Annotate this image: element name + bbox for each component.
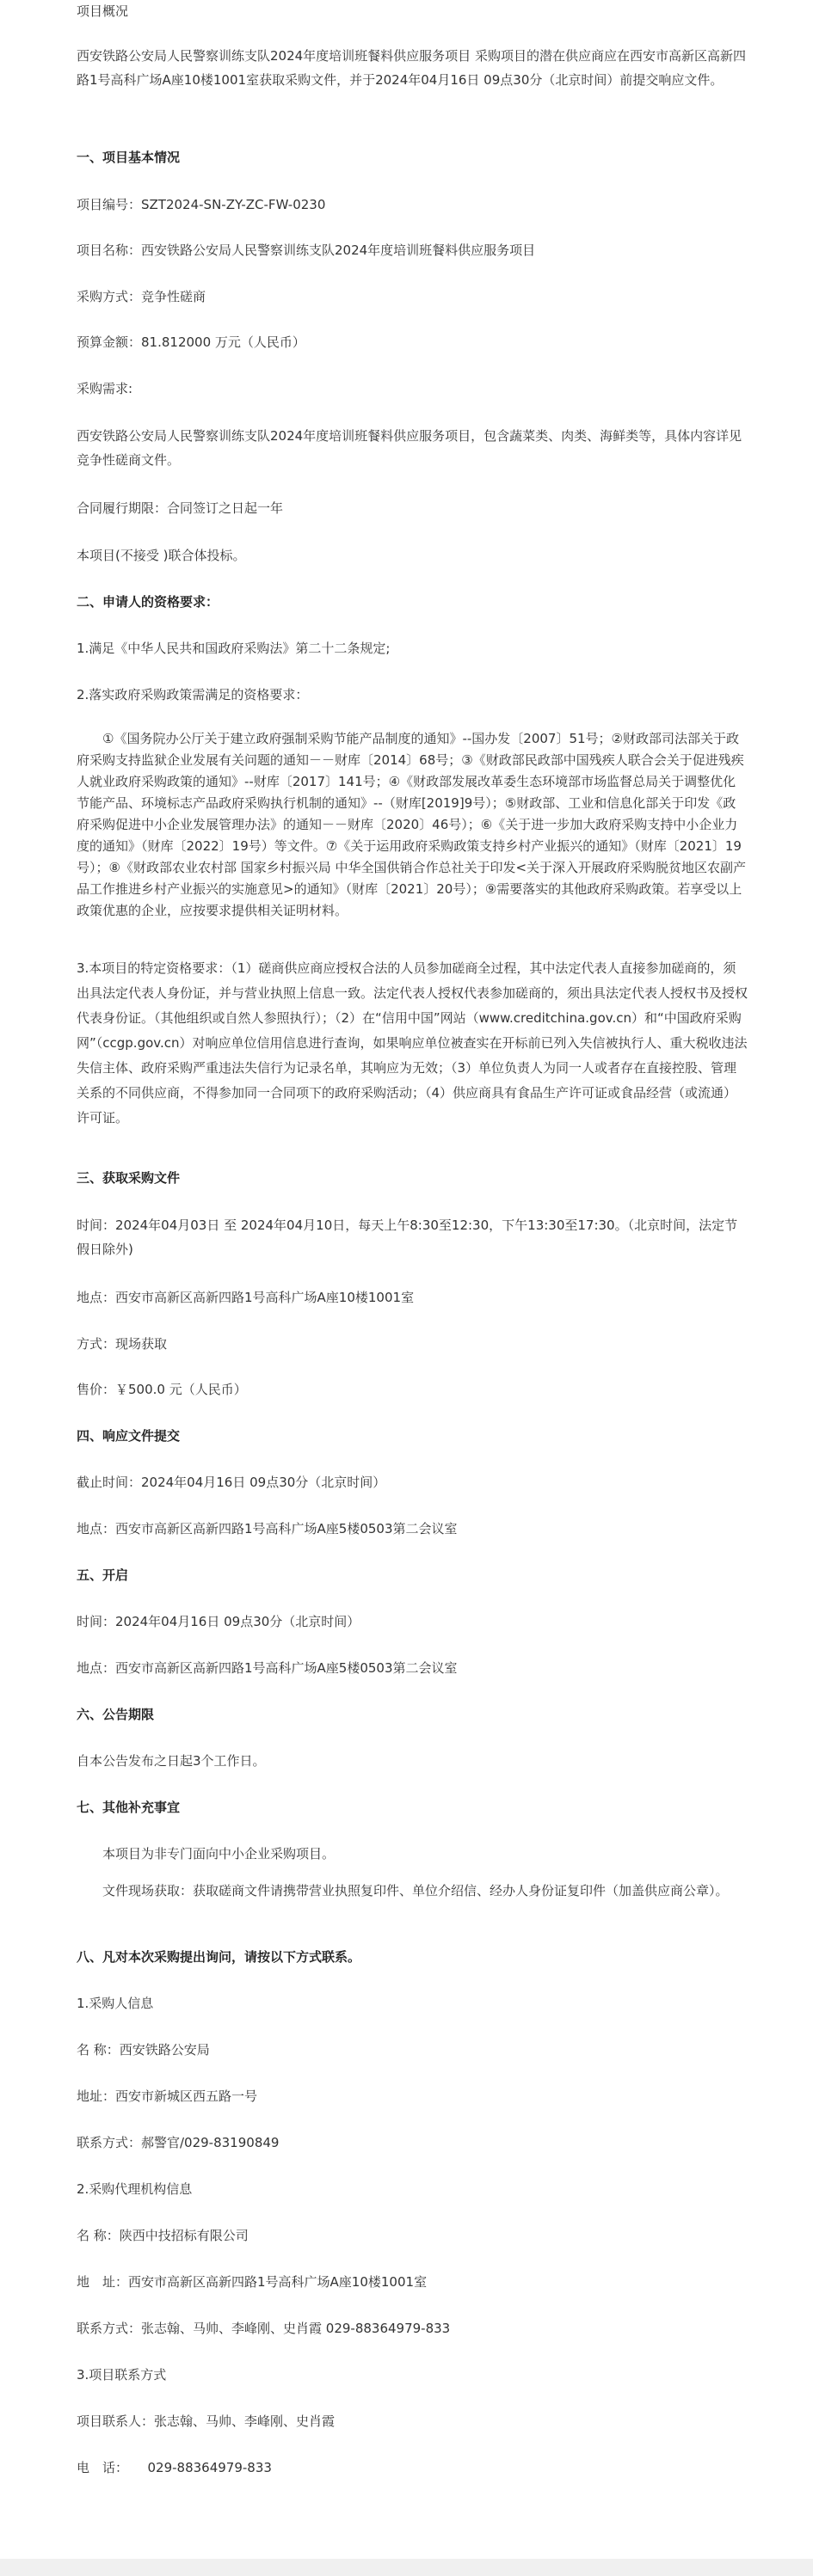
opening-place: 地点：西安市高新区高新四路1号高科广场A座5楼0503第二会议室: [77, 1660, 458, 1676]
supplement-note-1: 本项目为非专门面向中小企业采购项目。: [102, 1846, 336, 1861]
section-4-heading: 四、响应文件提交: [77, 1428, 181, 1444]
agency-name: 名 称：陕西中技招标有限公司: [77, 2228, 249, 2243]
purchaser-contact: 联系方式：郝警官/029-83190849: [77, 2135, 280, 2150]
requirement-2: 2.落实政府采购政策需满足的资格要求：: [77, 687, 309, 702]
announcement-period: 自本公告发布之日起3个工作日。: [77, 1753, 266, 1769]
obtain-place: 地点：西安市高新区高新四路1号高科广场A座10楼1001室: [77, 1290, 415, 1305]
section-2-heading: 二、申请人的资格要求：: [77, 594, 219, 610]
purchaser-name: 名 称：西安铁路公安局: [77, 2042, 210, 2058]
submission-deadline: 截止时间：2024年04月16日 09点30分（北京时间）: [77, 1475, 386, 1490]
project-name: 项目名称：西安铁路公安局人民警察训练支队2024年度培训班餐料供应服务项目: [77, 242, 536, 258]
procurement-needs-label: 采购需求:: [77, 381, 133, 396]
page-bottom-strip: [0, 2559, 813, 2576]
agency-contact: 联系方式：张志翰、马帅、李峰刚、史肖霞 029-88364979-833: [77, 2321, 451, 2336]
project-contact-phone: 电 话： 029-88364979-833: [77, 2460, 272, 2475]
obtain-way: 方式：现场获取: [77, 1336, 168, 1352]
section-5-heading: 五、开启: [77, 1567, 129, 1583]
project-contact-label: 3.项目联系方式: [77, 2367, 167, 2383]
consortium-note: 本项目(不接受 )联合体投标。: [77, 548, 246, 563]
section-6-heading: 六、公告期限: [77, 1707, 155, 1722]
policy-list: ①《国务院办公厅关于建立政府强制采购节能产品制度的通知》--国办发〔2007〕51号；②财政部司法部关于政府采购支持监狱企业发展有关问题的通知－－财库〔2014〕68号；③《财政部民政部中国残疾人联合会关于促进残疾人就业政府采购政策的通知》--财库〔2017〕141号；④《财政部发展改革委生态环境部市场监督总局关于调整优化节能产品、环境标志产品政府采购执行机制的通知》--（财库[2019]9号）；⑤财政部、工业和信息化部关于印发《政府采购促进中小企业发展管理办法》的通知－－财库〔2020〕46号）；⑥《关于进一步加大政府采购支持中小企业力度的通知》（财库〔2022〕19号）等文件。⑦《关于运用政府采购政策支持乡村产业振兴的通知》（财库〔2021〕19 号）；⑧《财政部农业农村部 国家乡村振兴局 中华全国供销合作总社关于印发<关于深入开展政府采购脱贫地区农副产品工作推进乡村产业振兴的实施意见>的通知》（财库〔2021〕20号）；⑨需要落实的其他政府采购政策。若享受以上政策优惠的企业，应按要求提供相关证明材料。: [77, 731, 747, 918]
overview-label: 项目概况: [77, 3, 129, 19]
procurement-method: 采购方式：竞争性磋商: [77, 289, 206, 304]
section-3-heading: 三、获取采购文件: [77, 1170, 181, 1186]
project-number: 项目编号：SZT2024-SN-ZY-ZC-FW-0230: [77, 197, 326, 212]
document-price: 售价：￥500.0 元（人民币）: [77, 1382, 247, 1397]
requirement-3: 3.本项目的特定资格要求：（1）磋商供应商应授权合法的人员参加磋商全过程，其中法定代表人直接参加磋商的，须出具法定代表人身份证，并与营业执照上信息一致。法定代表人授权代表参加磋商的，须出具法定代表人授权书及授权代表身份证。（其他组织或自然人参照执行）；（2）在“信用中国”网站（www.creditchina.gov.cn）和“中国政府采购网”（ccgp.gov.cn）对响应单位信用信息进行查询，如果响应单位被查实在开标前已列入失信被执行人、重大税收违法失信主体、政府采购严重违法失信行为记录名单，其响应为无效；（3）单位负责人为同一人或者存在直接控股、管理关系的不同供应商，不得参加同一合同项下的政府采购活动；（4）供应商具有食品生产许可证或食品经营（或流通）许可证。: [77, 960, 748, 1125]
supplement-note-2: 文件现场获取：获取磋商文件请携带营业执照复印件、单位介绍信、经办人身份证复印件（加盖供应商公章）。: [102, 1883, 729, 1898]
section-7-heading: 七、其他补充事宜: [77, 1800, 181, 1815]
project-contact-person: 项目联系人：张志翰、马帅、李峰刚、史肖霞: [77, 2413, 336, 2429]
agency-info-label: 2.采购代理机构信息: [77, 2181, 193, 2197]
procurement-needs-text: 西安铁路公安局人民警察训练支队2024年度培训班餐料供应服务项目，包含蔬菜类、肉类、海鲜类等，具体内容详见竞争性磋商文件。: [77, 428, 742, 468]
purchaser-address: 地址：西安市新城区西五路一号: [77, 2088, 258, 2104]
budget-amount: 预算金额：81.812000 万元（人民币）: [77, 334, 305, 350]
obtain-time: 时间：2024年04月03日 至 2024年04月10日，每天上午8:30至12:30，下午13:30至17:30。（北京时间，法定节假日除外): [77, 1217, 738, 1257]
agency-address: 地 址：西安市高新区高新四路1号高科广场A座10楼1001室: [77, 2274, 428, 2290]
purchaser-info-label: 1.采购人信息: [77, 1996, 154, 2011]
requirement-1: 1.满足《中华人民共和国政府采购法》第二十二条规定;: [77, 641, 391, 656]
section-8-heading: 八、凡对本次采购提出询问，请按以下方式联系。: [77, 1949, 361, 1965]
opening-time: 时间：2024年04月16日 09点30分（北京时间）: [77, 1614, 360, 1629]
submission-place: 地点：西安市高新区高新四路1号高科广场A座5楼0503第二会议室: [77, 1521, 458, 1536]
contract-term: 合同履行期限：合同签订之日起一年: [77, 500, 284, 516]
overview-text: 西安铁路公安局人民警察训练支队2024年度培训班餐料供应服务项目 采购项目的潜在供应商应在西安市高新区高新四路1号高科广场A座10楼1001室获取采购文件，并于2024年04月16日 09点30分（北京时间）前提交响应文件。: [77, 48, 746, 88]
section-1-heading: 一、项目基本情况: [77, 150, 181, 165]
